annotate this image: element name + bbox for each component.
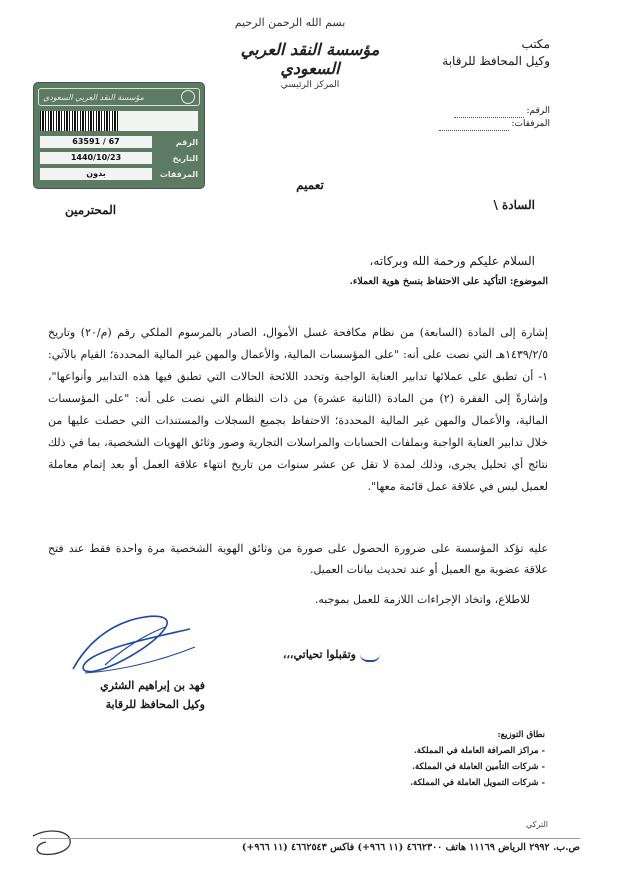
office-line-2: وكيل المحافظ للرقابة [442, 54, 550, 68]
signer-block [65, 676, 205, 714]
office-line-1: مكتب [521, 37, 550, 51]
stamp-attachments-label: المرفقات [159, 169, 198, 179]
basmala: بسم الله الرحمن الرحيم [234, 16, 346, 29]
list-item: - شركات التأمين العاملة في المملكة. [412, 762, 545, 772]
stamp-header [38, 88, 200, 106]
stamp-row-number [40, 135, 198, 149]
subject-line [350, 276, 548, 287]
barcode-blank [118, 111, 198, 131]
registry-stamp [33, 82, 205, 189]
body-paragraph-2: عليه تؤكد المؤسسة على ضرورة الحصول على صورة من وثائق الهوية الشخصية مرة واحدة فقط عند فتح علاقة عضوية مع العميل أو عند تحديث بيانات العميل. [48, 542, 548, 576]
distribution-heading: نطاق التوزيع: [497, 730, 545, 740]
footer-contact: ص.ب. ٢٩٩٢ الرياض ١١١٦٩ هاتف ٤٦٦٢٣٠٠ (١١ ٩٦٦+) فاكس ٤٦٦٢٥٤٣ (١١ ٩٦٦+) [241, 842, 580, 853]
office-block [440, 36, 550, 70]
body-paragraph-3: للاطلاع، واتخاذ الإجراءات اللازمة للعمل بموجبه. [314, 593, 530, 606]
reference-fields [400, 105, 550, 131]
closing [283, 648, 380, 662]
list-item: - مراكز الصرافة العاملة في المملكة. [413, 746, 545, 756]
letterhead-org-name: مؤسسة النقد العربي السعودي [240, 40, 380, 78]
distribution-list [410, 727, 545, 791]
seal-icon [181, 90, 195, 104]
subject-label: الموضوع: [509, 276, 548, 287]
attachments-dots [439, 122, 509, 131]
stamp-date-value: 1440/10/23 [40, 152, 152, 164]
addressee: السادة \ [493, 198, 535, 212]
stamp-row-attachments [40, 167, 198, 181]
initials: التركي [526, 820, 548, 829]
stamp-row-date [40, 151, 198, 165]
stamp-org-name: مؤسسة النقد العربي السعودي [43, 92, 144, 102]
barcode-icon [40, 111, 118, 131]
footer-divider [40, 838, 580, 839]
respected: المحترمين [65, 203, 117, 217]
signer-title: وكيل المحافظ للرقابة [105, 698, 205, 711]
list-item: - شركات التمويل العاملة في المملكة. [410, 778, 545, 788]
attachments-label: المرفقات: [511, 119, 550, 129]
ref-label: الرقم: [526, 106, 550, 116]
subject-text: التأكيد على الاحتفاظ بنسخ هوية العملاء. [349, 276, 507, 287]
handwritten-signature [65, 607, 205, 687]
letter-type: تعميم [296, 178, 324, 192]
stamp-number-label: الرقم [175, 137, 198, 147]
greeting: السلام عليكم ورحمة الله وبركاته، [369, 254, 535, 268]
ink-mark-icon [360, 648, 380, 662]
letterhead-headquarters: المركز الرئيسي [280, 80, 340, 90]
stamp-attachments-value: بدون [40, 168, 152, 180]
body-paragraph-1: إشارة إلى المادة (السابعة) من نظام مكافحة غسل الأموال، الصادر بالمرسوم الملكي رقم (م/٢٠) وتاريخ ١٤٣٩/٢/٥هـ التي نصت على أنه: "على المؤسسات المالية، والأعمال والمهن غير المالية المحددة؛ القيام بالآتي: ١- أن تطبق على عملائها تدابير العناية الواجبة وتحدد اللائحة الحالات التي تطبق فيها هذه التدابير وأنواعها"، وإشارةً إلى الفقرة (٢) من المادة (الثانية عشرة) من ذات النظام التي نصت على أنه: "على المؤسسات المالية، والأعمال والمهن غير المالية المحددة؛ الاحتفاظ بجميع السجلات والمستندات التي حصلت عليها من خلال تدابير العناية الواجبة وبملفات الحسابات والمراسلات التجارية وصور وثائق الهويات الشخصية، بما في ذلك نتائج أي تحليل يجرى، وذلك لمدة لا تقل عن عشر سنوات من تاريخ انتهاء علاقة العمل أو بعد إتمام معاملة لعميل ليس في علاقة عمل قائمة معها". [48, 326, 548, 493]
stamp-date-label: التاريخ [172, 153, 198, 163]
signer-name: فهد بن إبراهيم الشثري [100, 679, 205, 692]
stamp-number-value: 63591 / 67 [40, 136, 152, 148]
ref-dots [454, 109, 524, 118]
closing-text: وتقبلوا تحياتي،،، [282, 648, 356, 661]
